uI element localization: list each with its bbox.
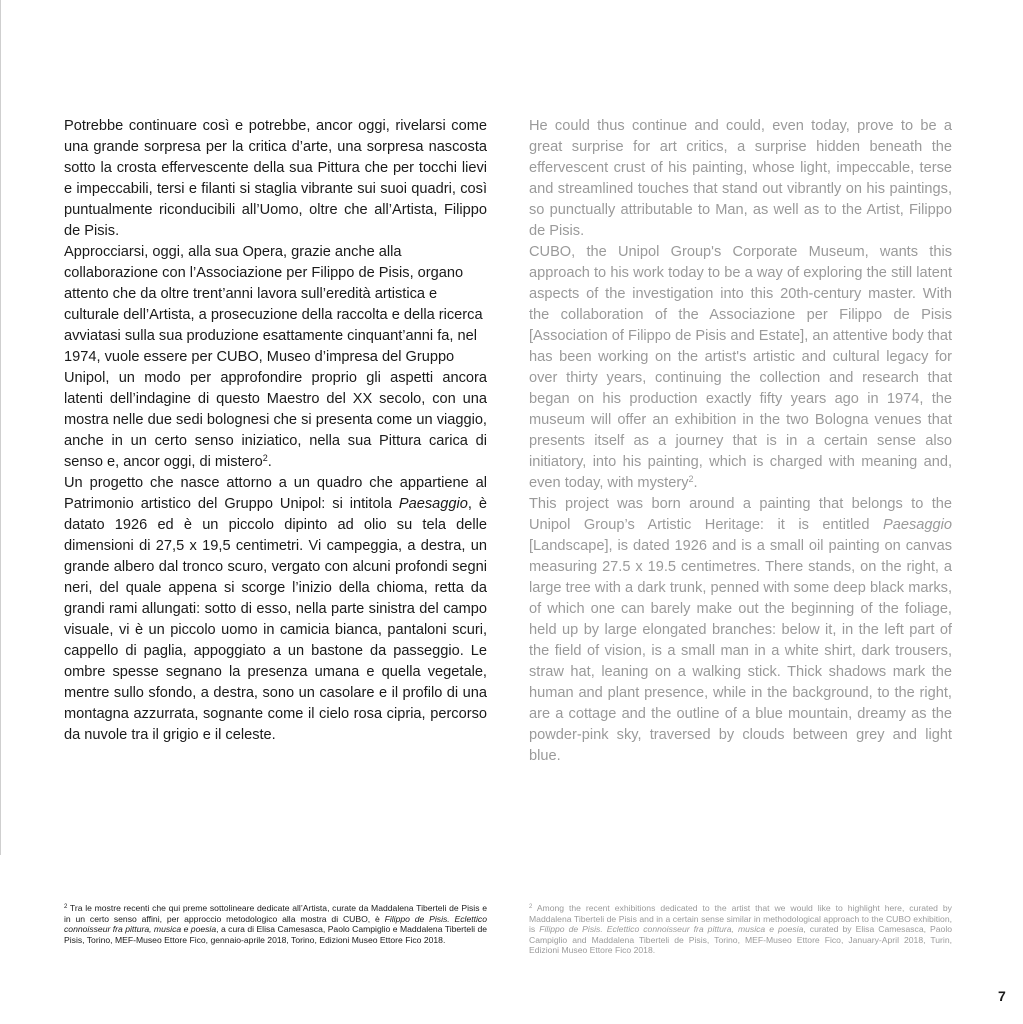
english-footnote: $^2$ Among the recent exhibitions dedicated to the artist that we would like to highlight here, curated by Maddalena Tiberteli de Pisis and in a certain sense similar in methodological approach to the CUBO exhibition, is Filippo de Pisis. Eclettico connoisseur fra pittura, musica e poesia, curated by Elisa Camesasca, Paolo Campiglio and Maddalena Tiberteli de Pisis, Torino, MEF-Museo Ettore Fico, January-April 2018, Turin, Edizioni Museo Ettore Fico 2018.: [529, 903, 953, 956]
english-paragraph-1: He could thus continue and could, even today, prove to be a great surprise for art critics, a surprise hidden beneath the effervescent crust of his painting, whose light, impeccable, terse and streamlined touches that stand out vibrantly on his paintings, so punctually attributable to Man, as well as to the Artist, Filippo de Pisis.: [529, 118, 952, 239]
italian-paragraph-3: Un progetto che nasce attorno a un quadro che appartiene al Patrimonio artistico del Gruppo Unipol: si intitola Paesaggio, è datato 1926 ed è un piccolo dipinto ad olio su tela delle dimensioni di 27,5 x 19,5 centimetri. Vi campeggia, a destra, un grande albero dal tronco scuro, vergato con alcuni profondi segni neri, del quale appena si scorge l’inizio della chioma, retta da grandi rami allungati: sotto di esso, nella parte sinistra del campo visuale, vi è un piccolo uomo in camicia bianca, pantaloni scuri, cappello di paglia, appoggiato a un bastone da passeggio. Le ombre spesse segnano la presenza umana e quella vegetale, mentre sullo sfondo, a destra, sono un casolare e il profilo di una montagna azzurrata, sognante come il cielo rosa cipria, percorso da nuvole tra il grigio e il celeste.: [64, 475, 487, 743]
italian-column: [64, 116, 487, 746]
italian-paragraph-1: Potrebbe continuare così e potrebbe, ancor oggi, rivelarsi come una grande sorpresa per la critica d’arte, una sorpresa nascosta sotto la crosta effervescente della sua Pittura che per tocchi lievi e impeccabili, tersi e filanti si staglia vibrante sui suoi quadri, così puntualmente riconducibili all’Uomo, oltre che all’Artista, Filippo de Pisis.: [64, 118, 487, 239]
painting-title: Paesaggio: [883, 517, 952, 533]
footnote-number: 2: [529, 904, 533, 910]
page-number: 7: [998, 988, 1006, 1004]
english-paragraph-2: CUBO, the Unipol Group's Corporate Museum, wants this approach to his work today to be a way of exploring the still latent aspects of the investigation into this 20th-century master. With the collaboration of the Associazione per Filippo de Pisis [Association of Filippo de Pisis and Estate], an attentive body that has been working on the artist's artistic and cultural legacy for over thirty years, continuing the collection and research that began on his production exactly fifty years ago in 1974, the museum will offer an exhibition in the two Bologna venues that presents itself as a journey that is in a certain sense also initiatory, into his painting, which is charged with meaning and, even today, with mystery$^2$.: [529, 244, 952, 491]
painting-title: Paesaggio: [398, 496, 468, 512]
exhibition-title: Filippo de Pisis. Eclettico connoisseur fra pittura, musica e poesia: [64, 913, 487, 935]
italian-footnote: $^2$ Tra le mostre recenti che qui preme sottolineare dedicate all’Artista, curate da Maddalena Tiberteli de Pisis e in un certo senso affini, per approccio metodologico alla mostra di CUBO, è Filippo de Pisis. Eclettico connoisseur fra pittura, musica e poesia, a cura di Elisa Camesasca, Paolo Campiglio e Maddalena Tiberteli de Pisis, Torino, MEF-Museo Ettore Fico, gennaio-aprile 2018, Torino, Edizioni Museo Ettore Fico 2018.: [64, 903, 488, 945]
english-paragraph-3: This project was born around a painting that belongs to the Unipol Group’s Artistic Heritage: it is entitled Paesaggio [Landscape], is dated 1926 and is a small oil painting on canvas measuring 27.5 x 19.5 centimetres. There stands, on the right, a large tree with a dark trunk, penned with some deep black marks, of which one can barely make out the beginning of the foliage, held up by large elongated branches: below it, in the left part of the field of vision, is a small man in a white shirt, dark trousers, straw hat, leaning on a walking stick. Thick shadows mark the human and plant presence, while in the background, to the right, are a cottage and the outline of a blue mountain, dreamy as the powder-pink sky, traversed by clouds between grey and light blue.: [529, 496, 952, 764]
footnote-ref: 2: [688, 474, 694, 484]
exhibition-title: Filippo de Pisis. Eclettico connoisseur fra pittura, musica e poesia: [539, 924, 804, 935]
italian-paragraph-2a: Approcciarsi, oggi, alla sua Opera, grazie anche alla collaborazione con l’Associazione per Filippo de Pisis, organo attento che da oltre trent’anni lavora sull’eredità artistica e culturale dell’Artista, a prosecuzione della raccolta e della ricerca avviatasi sulla sua produzione esattamente cinquant’anni fa, nel 1974, vuole essere per CUBO, Museo d’impresa del Gruppo: [64, 244, 483, 365]
footnote-number: 2: [64, 904, 68, 910]
italian-paragraph-2b: Unipol, un modo per approfondire proprio gli aspetti ancora latenti dell’indagine di questo Maestro del XX secolo, con una mostra nelle due sedi bolognesi che si presenta come un viaggio, anche in un certo senso iniziatico, nella sua Pittura carica di senso e, ancor oggi, di mistero$^2$.: [64, 370, 487, 470]
page-edge-rule: [0, 0, 1, 855]
footnote-ref: 2: [262, 453, 268, 463]
english-column: [529, 116, 952, 767]
